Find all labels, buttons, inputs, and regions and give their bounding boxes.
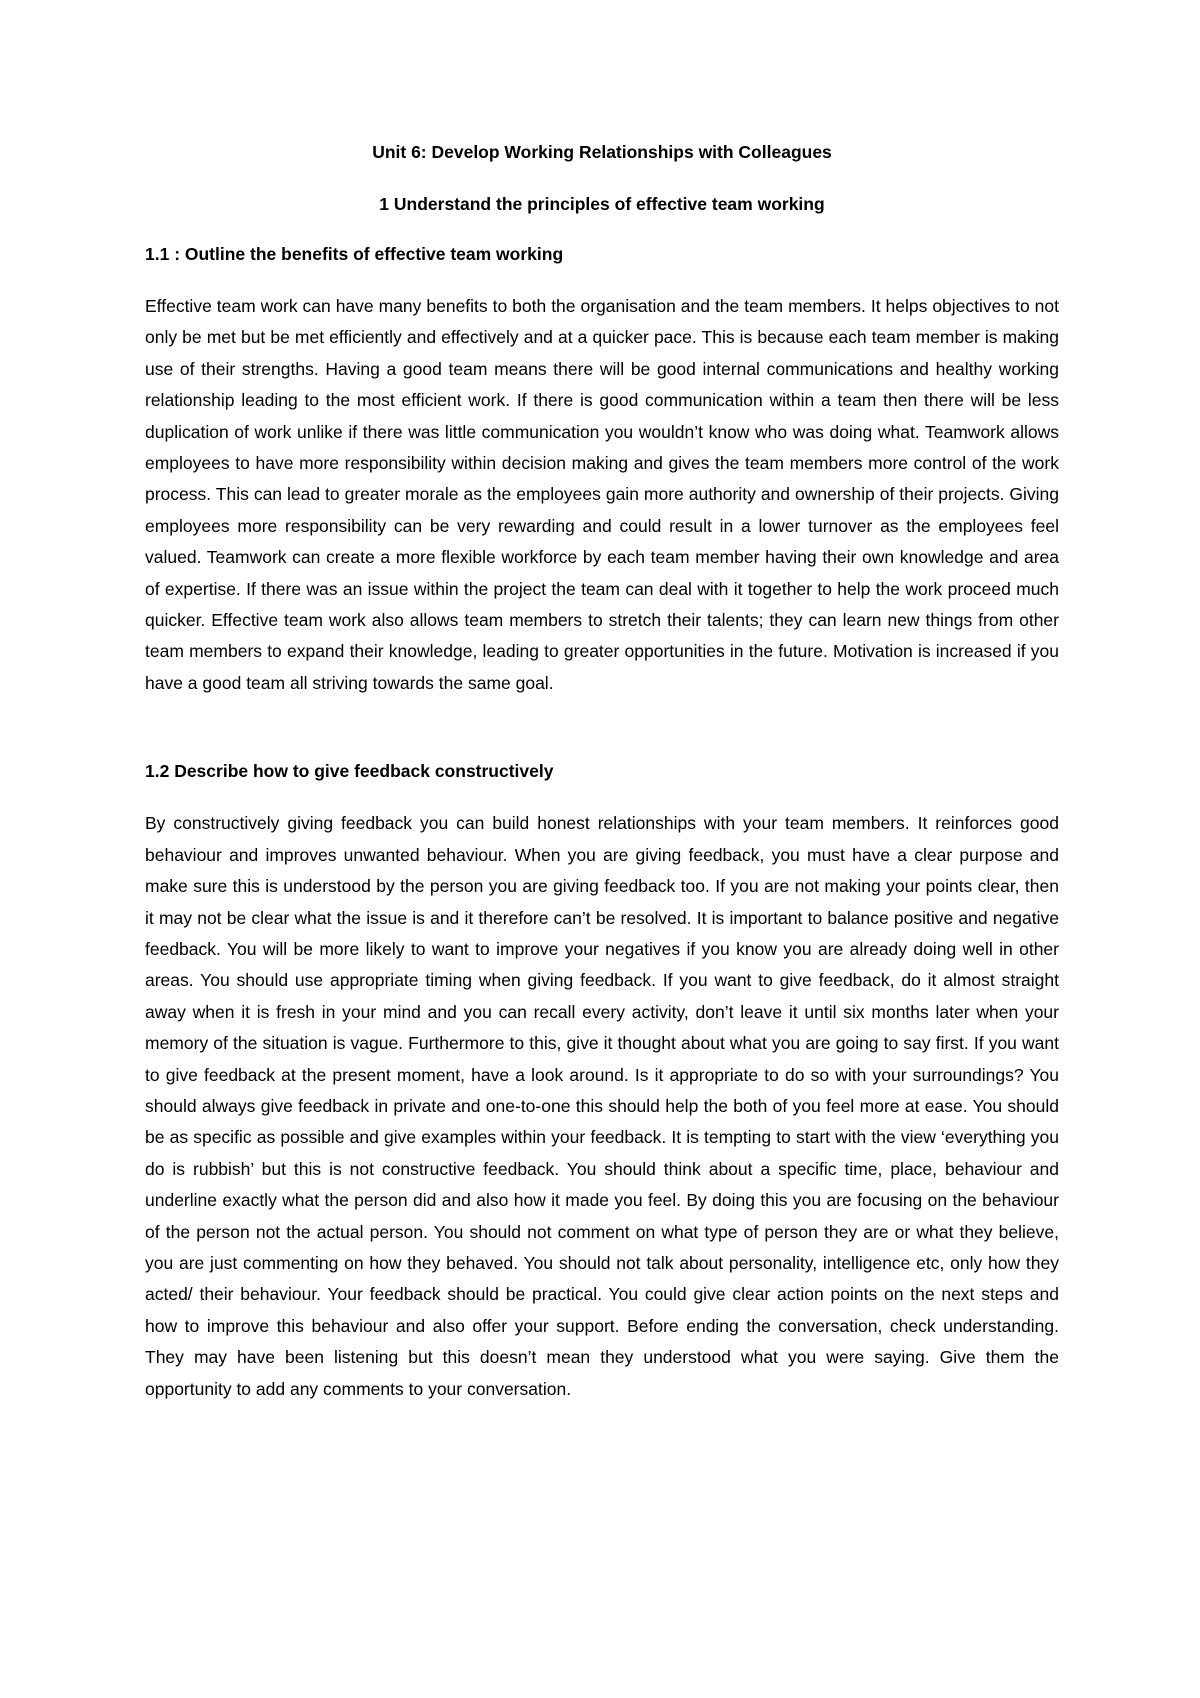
subsection-heading-1-2: 1.2 Describe how to give feedback constructively bbox=[145, 761, 554, 782]
section-title: 1 Understand the principles of effective team working bbox=[379, 194, 825, 214]
subsection-paragraph-1-2: By constructively giving feedback you can build honest relationships with your team members. It reinforces good behaviour and improves unwanted behaviour. When you are giving feedback, you must have a clear purpose and make sure this is understood by the person you are giving feedback too. If you are not making your points clear, then it may not be clear what the issue is and it therefore can’t be resolved. It is important to balance positive and negative feedback. You will be more likely to want to improve your negatives if you know you are already doing well in other areas. You should use appropriate timing when giving feedback. If you want to give feedback, do it almost straight away when it is fresh in your mind and you can recall every activity, don’t leave it until six months later when your memory of the situation is vague. Furthermore to this, give it thought about what you are going to say first. If you want to give feedback at the present moment, have a look around. Is it appropriate to do so with your surroundings? You should always give feedback in private and one-to-one this should help the both of you feel more at ease. You should be as specific as possible and give examples within your feedback. It is tempting to start with the view ‘everything you do is rubbish’ but this is not constructive feedback. You should think about a specific time, place, behaviour and underline exactly what the person did and also how it made you feel. By doing this you are focusing on the behaviour of the person not the actual person. You should not comment on what type of person they are or what they believe, you are just commenting on how they behaved. You should not talk about personality, intelligence etc, only how they acted/ their behaviour. Your feedback should be practical. You could give clear action points on the next steps and how to improve this behaviour and also offer your support. Before ending the conversation, check understanding. They may have been listening but this doesn’t mean they understood what you were saying. Give them the opportunity to add any comments to your conversation. bbox=[145, 813, 1059, 1399]
subsection-heading-1-1: 1.1 : Outline the benefits of effective team working bbox=[145, 244, 564, 264]
document-content bbox=[145, 140, 1059, 1405]
subsection-paragraph-1-1: Effective team work can have many benefits to both the organisation and the team members. It helps objectives to not only be met but be met efficiently and effectively and at a quicker pace. This is because each team member is making use of their strengths. Having a good team means there will be good internal communications and healthy working relationship leading to the most efficient work. If there is good communication within a team then there will be less duplication of work unlike if there was little communication you wouldn’t know who was doing what. Teamwork allows employees to have more responsibility within decision making and gives the team members more control of the work process. This can lead to greater morale as the employees gain more authority and ownership of their projects. Giving employees more responsibility can be very rewarding and could result in a lower turnover as the employees feel valued. Teamwork can create a more flexible workforce by each team member having their own knowledge and area of expertise. If there was an issue within the project the team can deal with it together to help the work proceed much quicker. Effective team work also allows team members to stretch their talents; they can learn new things from other team members to expand their knowledge, leading to greater opportunities in the future. Motivation is increased if you have a good team all striving towards the same goal. bbox=[145, 296, 1059, 693]
document-title: Unit 6: Develop Working Relationships with Colleagues bbox=[372, 142, 832, 162]
